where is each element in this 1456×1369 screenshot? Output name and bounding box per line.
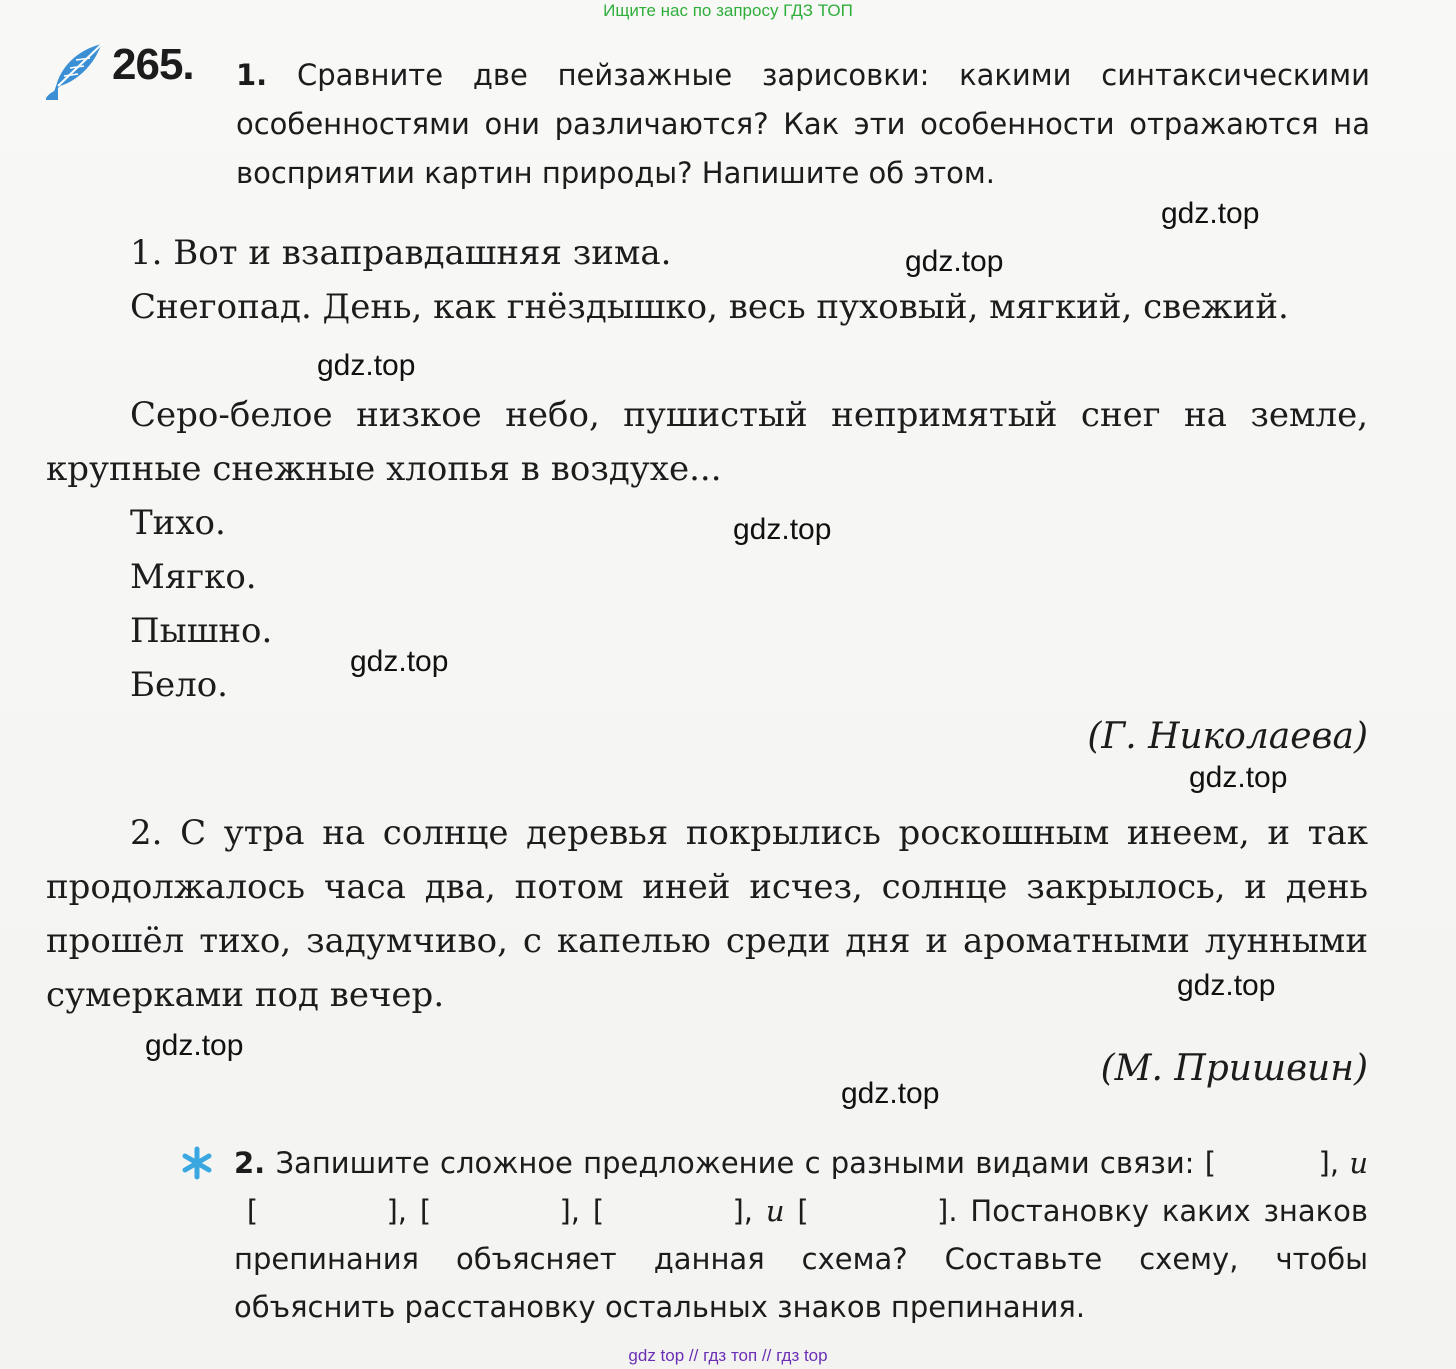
text1-word-4: Бело. [130, 665, 228, 705]
text1-heading-line: 1. Вот и взаправдашняя зима. [130, 233, 672, 273]
text2-paragraph: 2. С утра на солнце деревья покрылись роскошным инеем, и так продолжалось часа два, потом иней исчез, солнце закрылось, и день прошёл тихо, задумчиво, с капелью среди дня и ароматными лунными сумерками под вечер. [46, 813, 1368, 1015]
watermark: gdz.top [1189, 761, 1288, 794]
task-2-scheme-b: [ ], [ ], [ ], [234, 1194, 766, 1228]
exercise-number: 265. [112, 40, 194, 89]
task-2-instructions [234, 1139, 1368, 1331]
text1-paragraph-2: Снегопад. День, как гнёздышко, весь пуховый, мягкий, свежий. [130, 287, 1289, 327]
bottom-banner[interactable]: gdz top // гдз топ // гдз top [628, 1346, 828, 1365]
watermark: gdz.top [733, 513, 832, 546]
task-2-text-a: Запишите сложное предложение с разными видами связи: [275, 1146, 1195, 1180]
watermark: gdz.top [145, 1029, 244, 1062]
watermark: gdz.top [841, 1077, 940, 1110]
top-banner[interactable]: Ищите нас по запросу ГДЗ ТОП [603, 1, 853, 20]
task-1-number: 1. [236, 58, 268, 92]
watermark: gdz.top [350, 645, 449, 678]
feather-icon [44, 42, 108, 104]
asterisk-icon [180, 1146, 214, 1180]
task-2-conj-1: и [1349, 1146, 1369, 1180]
text1-paragraph-3: Серо-белое низкое небо, пушистый непримятый снег на земле, крупные снежные хлопья в воздухе... [46, 395, 1368, 489]
task-2-scheme-a: [ ], [1204, 1146, 1350, 1180]
text1-author: (Г. Николаева) [1087, 716, 1368, 757]
text2-author: (М. Пришвин) [1100, 1048, 1368, 1089]
task-2-scheme-c: [ ]. [784, 1194, 958, 1228]
text1-word-1: Тихо. [130, 503, 226, 543]
task-1-text: Сравните две пейзажные зарисовки: какими синтаксическими особенностями они различаются? Как эти особенности отражаются на восприятии картин природы? Напишите об этом. [236, 58, 1370, 190]
text1-word-3: Пышно. [130, 611, 273, 651]
watermark: gdz.top [1177, 969, 1276, 1002]
watermark: gdz.top [317, 349, 416, 382]
task-2-conj-2: и [765, 1194, 785, 1228]
task-2-number: 2. [234, 1146, 266, 1180]
watermark: gdz.top [1161, 197, 1260, 230]
watermark: gdz.top [905, 245, 1004, 278]
task-1-instructions [236, 51, 1370, 198]
text1-word-2: Мягко. [130, 557, 257, 597]
task-2-text-b: Постановку каких знаков препинания объясняет данная схема? Составьте схему, чтобы объяснить расстановку остальных знаков препинания. [234, 1194, 1369, 1324]
